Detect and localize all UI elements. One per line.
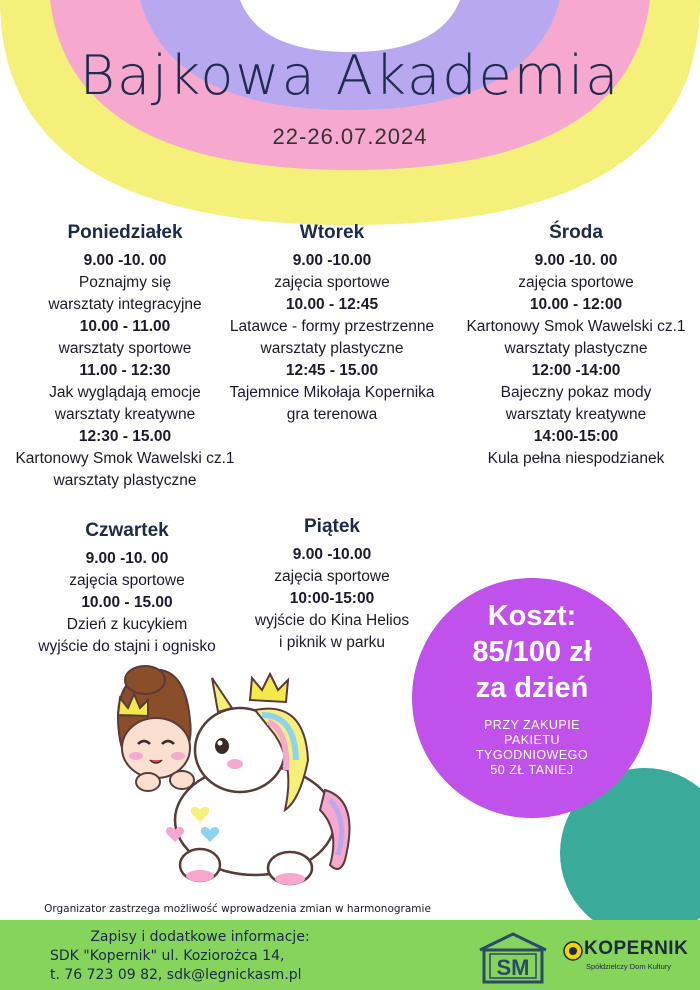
schedule-time: 9.00 -10.00 xyxy=(292,252,372,269)
schedule-activity: warsztaty kreatywne xyxy=(54,406,196,423)
schedule-change-notice: Organizator zastrzega możliwość wprowadzenia zmian w harmonogramie xyxy=(44,903,431,915)
schedule-activity: Kula pełna niespodzianek xyxy=(487,450,665,467)
schedule-activity: zajęcia sportowe xyxy=(274,274,390,291)
cost-circle xyxy=(412,578,652,818)
schedule-time: 10.00 - 12:45 xyxy=(285,296,379,313)
schedule-activity: Jak wyglądają emocje xyxy=(49,384,201,401)
day-name: Środa xyxy=(549,222,603,243)
schedule-time: 12:00 -14:00 xyxy=(531,362,621,379)
contact-info xyxy=(50,928,350,985)
schedule-activity: wyjście do Kina Helios xyxy=(254,612,410,629)
day-name: Czwartek xyxy=(85,520,169,541)
schedule-activity: Kartonowy Smok Wawelski cz.1 xyxy=(466,318,686,335)
day-wednesday xyxy=(452,222,700,470)
schedule-time: 10.00 - 15.00 xyxy=(81,594,173,611)
rainbow-decoration xyxy=(0,0,700,230)
sun-icon xyxy=(562,940,584,962)
sm-logo-text: SM xyxy=(496,955,530,980)
schedule-activity: Poznajmy się xyxy=(78,274,172,291)
schedule-time: 12:30 - 15.00 xyxy=(78,428,172,445)
schedule-time: 10.00 - 12:00 xyxy=(529,296,623,313)
schedule-time: 9.00 -10. 00 xyxy=(534,252,618,269)
kopernik-name: KOPERNIK xyxy=(584,938,689,959)
contact-line-1: Zapisy i dodatkowe informacje: xyxy=(90,929,310,945)
schedule-activity: warsztaty plastyczne xyxy=(53,472,197,489)
day-name: Piątek xyxy=(304,516,360,537)
schedule-time: 10:00-15:00 xyxy=(289,590,375,607)
promo-line-1: PRZY ZAKUPIE xyxy=(483,718,581,732)
schedule-activity: warsztaty sportowe xyxy=(58,340,192,357)
schedule-time: 9.00 -10. 00 xyxy=(83,252,167,269)
schedule-activity: zajęcia sportowe xyxy=(69,572,185,589)
cost-label: Koszt: xyxy=(487,600,577,632)
schedule-activity: warsztaty plastyczne xyxy=(260,340,404,357)
schedule-activity: i piknik w parku xyxy=(279,634,385,651)
schedule-activity: zajęcia sportowe xyxy=(274,568,390,585)
promo-line-2: PAKIETU xyxy=(503,733,561,747)
schedule-activity: warsztaty integracyjne xyxy=(48,296,202,313)
contact-line-3: t. 76 723 09 82, sdk@legnickasm.pl xyxy=(50,967,302,983)
poster-title: Bajkowa Akademia xyxy=(79,44,621,107)
schedule-activity: zajęcia sportowe xyxy=(518,274,634,291)
schedule-time: 10.00 - 11.00 xyxy=(79,318,171,335)
schedule-activity: Kartonowy Smok Wawelski cz.1 xyxy=(15,450,235,467)
promo-line-4: 50 ZŁ TANIEJ xyxy=(490,763,574,777)
schedule-activity: gra terenowa xyxy=(286,406,378,423)
cost-price: 85/100 zł xyxy=(472,636,592,668)
kopernik-logo xyxy=(562,936,692,980)
schedule-activity: Latawce - formy przestrzenne xyxy=(229,318,435,335)
schedule-time: 9.00 -10.00 xyxy=(292,546,372,563)
schedule-activity: Tajemnice Mikołaja Kopernika xyxy=(229,384,435,401)
schedule-time: 11.00 - 12:30 xyxy=(79,362,171,379)
sm-logo xyxy=(476,932,550,984)
schedule-activity: warsztaty kreatywne xyxy=(505,406,647,423)
promo-line-3: TYGODNIOWEGO xyxy=(475,748,589,762)
schedule-activity: Dzień z kucykiem xyxy=(66,616,188,633)
schedule-activity: Bajeczny pokaz mody xyxy=(500,384,652,401)
day-name: Wtorek xyxy=(299,222,365,243)
cost-per-day: za dzień xyxy=(475,672,589,704)
day-tuesday xyxy=(212,222,452,426)
girl-unicorn-illustration xyxy=(90,660,400,900)
schedule-activity: wyjście do stajni i ognisko xyxy=(38,638,216,655)
contact-line-2: SDK "Kopernik" ul. Koziorożca 14, xyxy=(50,948,285,964)
schedule-time: 12:45 - 15.00 xyxy=(285,362,379,379)
schedule-time: 14:00-15:00 xyxy=(533,428,619,445)
schedule-time: 9.00 -10. 00 xyxy=(85,550,169,567)
event-dates: 22-26.07.2024 xyxy=(272,124,428,149)
day-name: Poniedziałek xyxy=(67,222,183,243)
schedule-activity: warsztaty plastyczne xyxy=(504,340,648,357)
kopernik-subtitle: Spółdzielczy Dom Kultury xyxy=(586,962,672,971)
